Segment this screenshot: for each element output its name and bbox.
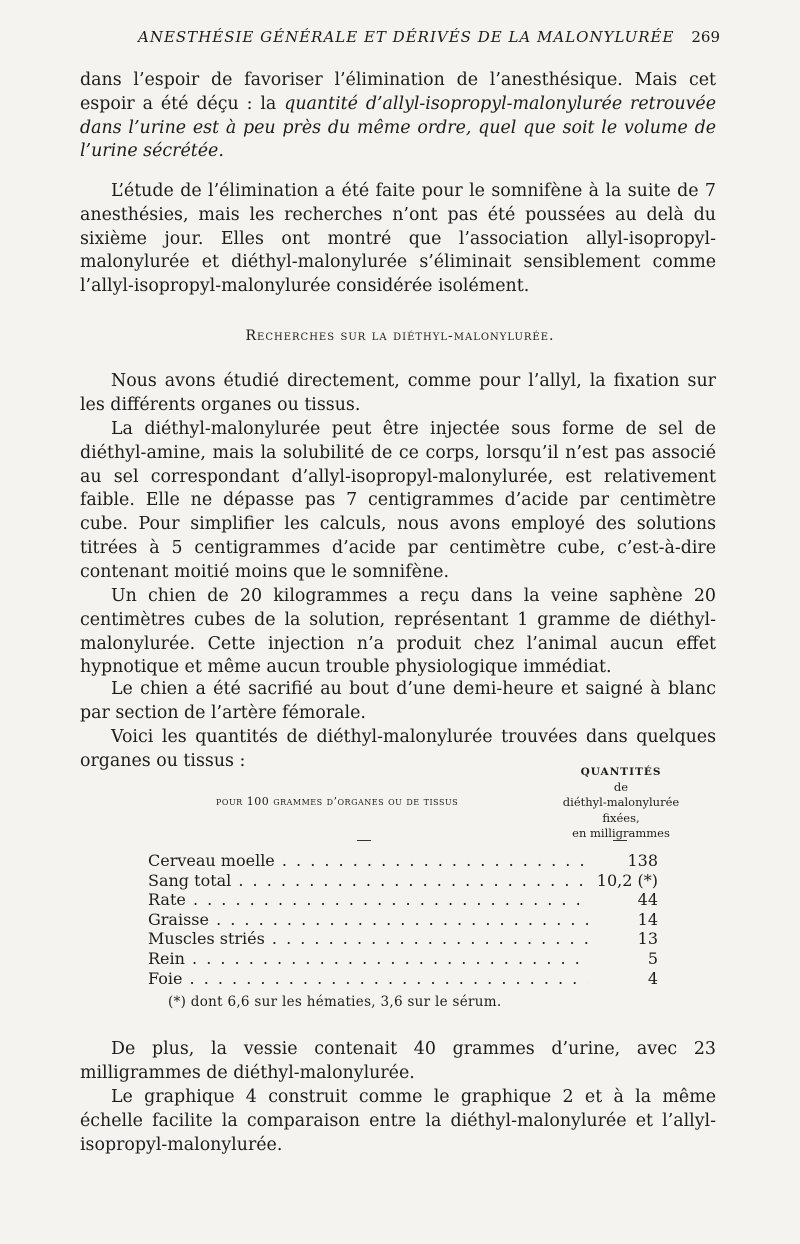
table-row [148,909,658,930]
paragraph-5: Un chien de 20 kilogrammes a reçu dans la veine saphène 20 centimètres cubes de la solution, représentant 1 gramme de diéthyl-malonylurée. Cette injection n’a produit chez l’animal aucun effet hypnotique et même aucun trouble physiologique immédiat. [80,586,716,678]
table-row [148,968,658,989]
paragraph-3: Nous avons étudié directement, comme pour l’allyl, la fixation sur les différents organes ou tissus. [80,371,716,415]
table-footnote: (*) dont 6,6 sur les hématies, 3,6 sur le sérum. [168,994,502,1010]
organ-name: Cerveau moelle . . . [148,851,588,870]
table-header-left: pour 100 grammes d’organes ou de tissus [216,795,459,808]
organ-value: 14 [637,909,658,929]
header-rule [357,840,371,841]
section-title: Recherches sur la diéthyl-malonylurée. [245,328,555,344]
organ-value: 138 [627,851,658,870]
organ-name: Sang total . . . [148,871,588,890]
header-line: QUANTITÉS [580,766,662,778]
paragraph-1-text: dans l’espoir de favoriser l’élimination de l’anesthésique. Mais cet espoir a été déçu : la [80,70,716,114]
header-line: diéthyl-malonylurée [562,795,680,810]
organ-value: 44 [637,890,658,910]
organ-value: 4 [647,968,658,988]
header-line: de [613,780,629,795]
page-number: 269 [691,28,720,46]
organ-name: Foie . . . [148,969,588,988]
paragraph-2: L’étude de l’élimination a été faite pour le somnifène à la suite de 7 anesthésies, mais les recherches n’ont pas été poussées au delà du sixième jour. Elles ont montré que l’association allyl-isopropyl-malonylurée et diéthyl-malonylurée s’éliminait sensiblement comme l’allyl-isopropyl-malonylurée considérée isolément. [80,181,716,297]
organ-value: 5 [647,948,658,968]
table-row [148,929,658,949]
organ-name: Rein . . . [148,949,588,968]
table-body [148,851,658,988]
header-line: fixées, [602,810,640,825]
organ-value: 10,2 (*) [596,870,658,890]
paragraph-6: Le chien a été sacrifié au bout d’une demi-heure et saigné à blanc par section de l’artère fémorale. [80,679,716,723]
table-row [148,948,658,969]
paragraph-7: Voici les quantités de diéthyl-malonylurée trouvées dans quelques organes ou tissus : [80,727,716,771]
running-header [80,28,720,50]
header-rule [613,840,627,841]
table-row [148,890,658,910]
organ-name: Rate . . . [148,890,588,909]
running-title: ANESTHÉSIE GÉNÉRALE ET DÉRIVÉS DE LA MALONYLURÉE [138,28,675,46]
table-header-right [536,765,706,841]
paragraph-1 [80,69,716,164]
paragraph-4: La diéthyl-malonylurée peut être injectée sous forme de sel de diéthyl-amine, mais la solubilité de ce corps, lorsqu’il n’est pas associé au sel correspondant d’allyl-isopropyl-malonylurée, est relativement faible. Elle ne dépasse pas 7 centigrammes d’acide par centimètre cube. Pour simplifier les calculs, nous avons employé des solutions titrées à 5 centigrammes d’acide par centimètre cube, c’est-à-dire contenant moitié moins que le somnifène. [80,419,716,582]
organ-name: Graisse . . . [148,910,588,929]
organ-name: Muscles striés . . . [148,929,588,948]
paragraph-1-italic: quantité d’allyl-isopropyl-malonylurée retrouvée dans l’urine est à peu près du même ordre, quel que soit le volume de l’urine sécrétée. [80,93,716,162]
table-row [148,851,658,871]
header-line: en milligrammes [572,825,670,840]
table-row [148,870,658,891]
paragraph-9: Le graphique 4 construit comme le graphique 2 et à la même échelle facilite la comparaison entre la diéthyl-malonylurée et l’allyl-isopropyl-malonylurée. [80,1087,716,1155]
organ-value: 13 [637,929,658,949]
paragraph-8: De plus, la vessie contenait 40 grammes d’urine, avec 23 milligrammes de diéthyl-malonylurée. [80,1039,716,1083]
fixation-table [80,765,720,1065]
